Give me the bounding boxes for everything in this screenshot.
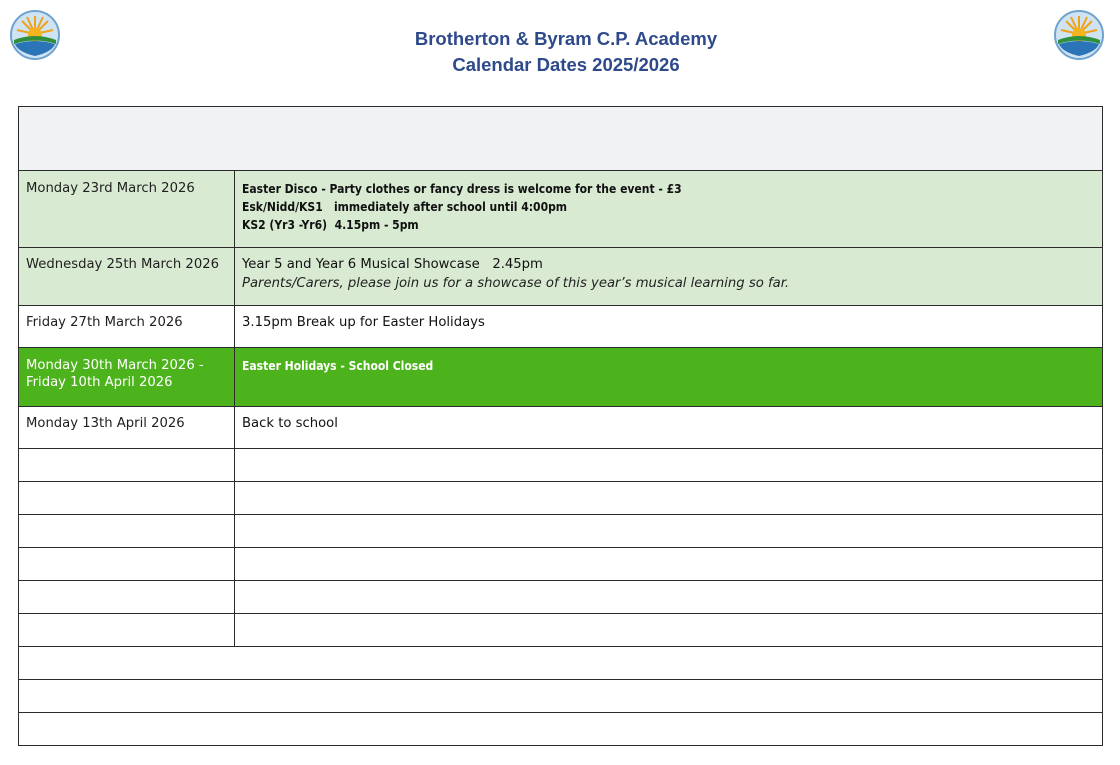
table-row — [19, 248, 1103, 306]
empty-row-full — [19, 680, 1103, 713]
date-end: Friday 10th April 2026 — [26, 375, 173, 390]
empty-row — [19, 515, 1103, 548]
empty-cell — [19, 548, 235, 581]
empty-cell — [19, 647, 1103, 680]
empty-cell — [19, 614, 235, 647]
date-cell — [19, 306, 235, 348]
empty-cell — [235, 614, 1103, 647]
empty-cell — [19, 482, 235, 515]
event-text: Back to school — [242, 416, 338, 431]
event-cell — [235, 248, 1103, 306]
event-line: Esk/Nidd/KS1 immediately after school until 4:00pm — [242, 200, 568, 214]
calendar-table — [18, 106, 1103, 746]
table-header-band — [19, 107, 1103, 171]
date-cell — [19, 171, 235, 248]
empty-row — [19, 449, 1103, 482]
event-title: Year 5 and Year 6 Musical Showcase 2.45pm — [242, 257, 543, 272]
school-name: Brotherton & Byram C.P. Academy — [414, 28, 718, 49]
event-line: Easter Disco - Party clothes or fancy dress is welcome for the event - £3 — [242, 182, 682, 196]
empty-row-full — [19, 713, 1103, 746]
empty-cell — [235, 581, 1103, 614]
empty-row — [19, 482, 1103, 515]
date-text: Friday 27th March 2026 — [26, 315, 183, 330]
empty-cell — [235, 482, 1103, 515]
empty-row-full — [19, 647, 1103, 680]
empty-cell — [19, 680, 1103, 713]
empty-cell — [19, 581, 235, 614]
event-text: 3.15pm Break up for Easter Holidays — [242, 315, 485, 330]
table-row — [19, 171, 1103, 248]
date-cell — [19, 407, 235, 449]
empty-cell — [235, 548, 1103, 581]
calendar-subtitle: Calendar Dates 2025/2026 — [452, 54, 680, 75]
table-row-holiday — [19, 348, 1103, 407]
empty-row — [19, 581, 1103, 614]
table-row — [19, 407, 1103, 449]
empty-cell — [19, 515, 235, 548]
event-cell — [235, 407, 1103, 449]
empty-row — [19, 548, 1103, 581]
table-row — [19, 306, 1103, 348]
event-cell — [235, 171, 1103, 248]
empty-row — [19, 614, 1103, 647]
empty-cell — [235, 449, 1103, 482]
event-cell — [235, 348, 1103, 407]
date-start: Monday 30th March 2026 - — [26, 358, 204, 373]
date-text: Wednesday 25th March 2026 — [26, 257, 219, 272]
header-band-cell — [19, 107, 1103, 171]
empty-cell — [235, 515, 1103, 548]
event-text: Easter Holidays - School Closed — [242, 359, 434, 373]
event-cell — [235, 306, 1103, 348]
event-line: KS2 (Yr3 -Yr6) 4.15pm - 5pm — [242, 218, 419, 232]
empty-cell — [19, 713, 1103, 746]
page-title — [0, 26, 1120, 78]
empty-cell — [19, 449, 235, 482]
date-cell — [19, 348, 235, 407]
date-cell — [19, 248, 235, 306]
event-note: Parents/Carers, please join us for a showcase of this year’s musical learning so far. — [242, 276, 790, 291]
date-text: Monday 13th April 2026 — [26, 416, 185, 431]
date-text: Monday 23rd March 2026 — [26, 181, 195, 196]
